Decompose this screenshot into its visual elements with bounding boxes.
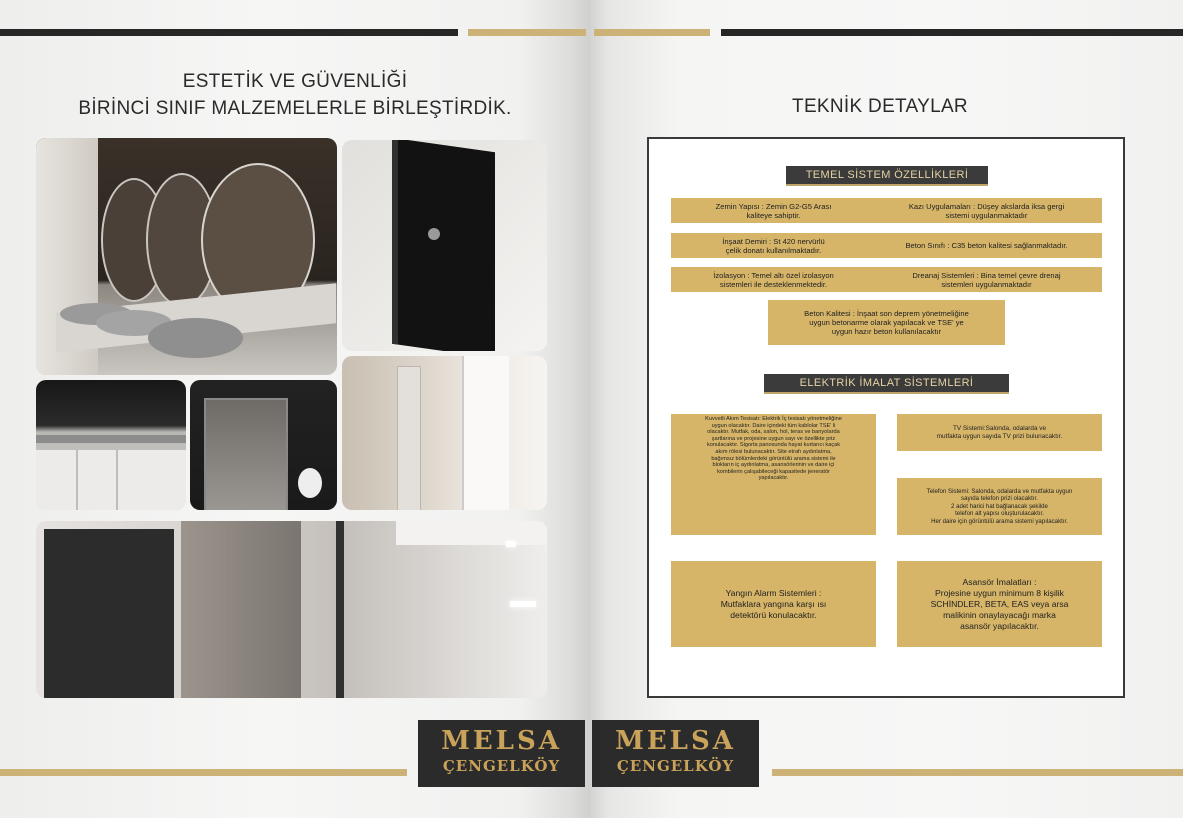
detail-yangin-alarm-text: Yangın Alarm Sistemleri : Mutfaklara yangına karşı ısı detektörü konulacaktır. [720, 587, 827, 620]
detail-kuvvetli-akim-text: Kuvvetli Akım Tesisatı: Elektrik İç tesisatı yönetmeliğine uygun olacaktır. Daire içindeki tüm kablolar TSE' li olacaktır. Mutfak, oda, salon, hol, teras ve banyolarda şartlarına ve projesine uygun sayı ve özellikte priz konulacaktır. Sigorta panosunda hayat kurtarıcı kaçak akım rölesi bulunacaktır. Site etrafı aydınlatma, bağımsız bölümlerdeki görüntülü arama sistemi ile blokların iç aydınlatma, asansörlerinin ve daire içi kombilerin çalışabileceği kapasitede jeneratör yapılacaktır. [705, 416, 842, 482]
photo-bathroom [36, 138, 337, 375]
headline-line-1: ESTETİK VE GÜVENLİĞİ [182, 71, 408, 92]
detail-asansor [897, 561, 1102, 647]
photo-hallway [342, 356, 547, 510]
detail-kuvvetli-akim [671, 414, 876, 535]
photo-corridor [36, 521, 547, 698]
detail-kazi-text: Kazı Uygulamaları : Düşey akslarda iksa gergi sistemi uygulanmaktadır [908, 201, 1065, 220]
logo-left-line2: ÇENGELKÖY [442, 757, 561, 775]
detail-izolasyon-text: İzolasyon : Temel altı özel izolasyon sistemleri ile desteklenmektedir. [713, 270, 834, 289]
headline-line-2: BİRİNCİ SINIF MALZEMELERLE BİRLEŞTİRDİK. [78, 98, 512, 119]
top-bar-right-gold [594, 29, 710, 36]
left-headline [60, 68, 530, 122]
top-bar-left-dark [0, 29, 458, 36]
logo-right-line2: ÇENGELKÖY [616, 757, 735, 775]
detail-beton-kalitesi-text: Beton Kalitesi : İnşaat son deprem yönetmeliğine uygun betonarme olarak yapılacak ve TSE' ye uygun hazır beton kullanılacaktır [804, 309, 969, 336]
detail-yangin-alarm [671, 561, 876, 647]
detail-insaat-demiri [671, 233, 876, 258]
top-bar-left-gold [468, 29, 586, 36]
detail-tv-sistemi-text: TV Sistemi:Salonda, odalarda ve mutfakta uygun sayıda TV prizi bulunacaktır. [936, 424, 1063, 440]
detail-beton-sinifi-text: Beton Sınıfı : C35 beton kalitesi sağlanmaktadır. [905, 241, 1068, 250]
bottom-bar-left-gold [0, 769, 407, 776]
top-bar-right-dark [721, 29, 1183, 36]
detail-beton-kalitesi [768, 300, 1005, 345]
detail-insaat-demiri-text: İnşaat Demiri : St 420 nervürlü çelik donatı kullanılmaktadır. [722, 236, 825, 255]
detail-kazi [871, 198, 1102, 223]
logo-left-line1: MELSA [441, 726, 562, 756]
right-title: TEKNİK DETAYLAR [792, 96, 968, 117]
photo-kitchen [36, 380, 186, 510]
logo-left [418, 720, 585, 787]
detail-zemin-text: Zemin Yapısı : Zemin G2-G5 Arası kaliteye sahiptir. [715, 201, 832, 220]
logo-right-line1: MELSA [615, 726, 736, 756]
section-title-temel: TEMEL SİSTEM ÖZELLİKLERİ [786, 166, 988, 186]
photo-door [342, 140, 547, 351]
detail-telefon-sistemi [897, 478, 1102, 535]
detail-zemin [671, 198, 876, 223]
detail-dreanaj-text: Dreanaj Sistemleri : Bina temel çevre drenaj sistemleri uygulanmaktadır [912, 270, 1061, 289]
detail-asansor-text: Asansör İmalatları : Projesine uygun minimum 8 kişilik SCHİNDLER, BETA, EAS veya arsa malikinin onaylayacağı marka asansör yapılacaktır. [930, 576, 1069, 631]
section-title-elektrik: ELEKTRİK İMALAT SİSTEMLERİ [764, 374, 1009, 394]
detail-dreanaj [871, 267, 1102, 292]
bottom-bar-right-gold [772, 769, 1183, 776]
detail-telefon-sistemi-text: Telefon Sistemi: Salonda, odalarda ve mutfakta uygun sayıda telefon prizi olacaktır. 2 adet harici hat bağlanacak şekilde telefon alt yapısı oluşturulacaktır. Her daire için görüntülü arama sistemi yapılacaktır. [926, 487, 1073, 525]
photo-shower [190, 380, 337, 510]
detail-beton-sinifi [871, 233, 1102, 258]
detail-tv-sistemi [897, 414, 1102, 451]
detail-izolasyon [671, 267, 876, 292]
logo-right [592, 720, 759, 787]
